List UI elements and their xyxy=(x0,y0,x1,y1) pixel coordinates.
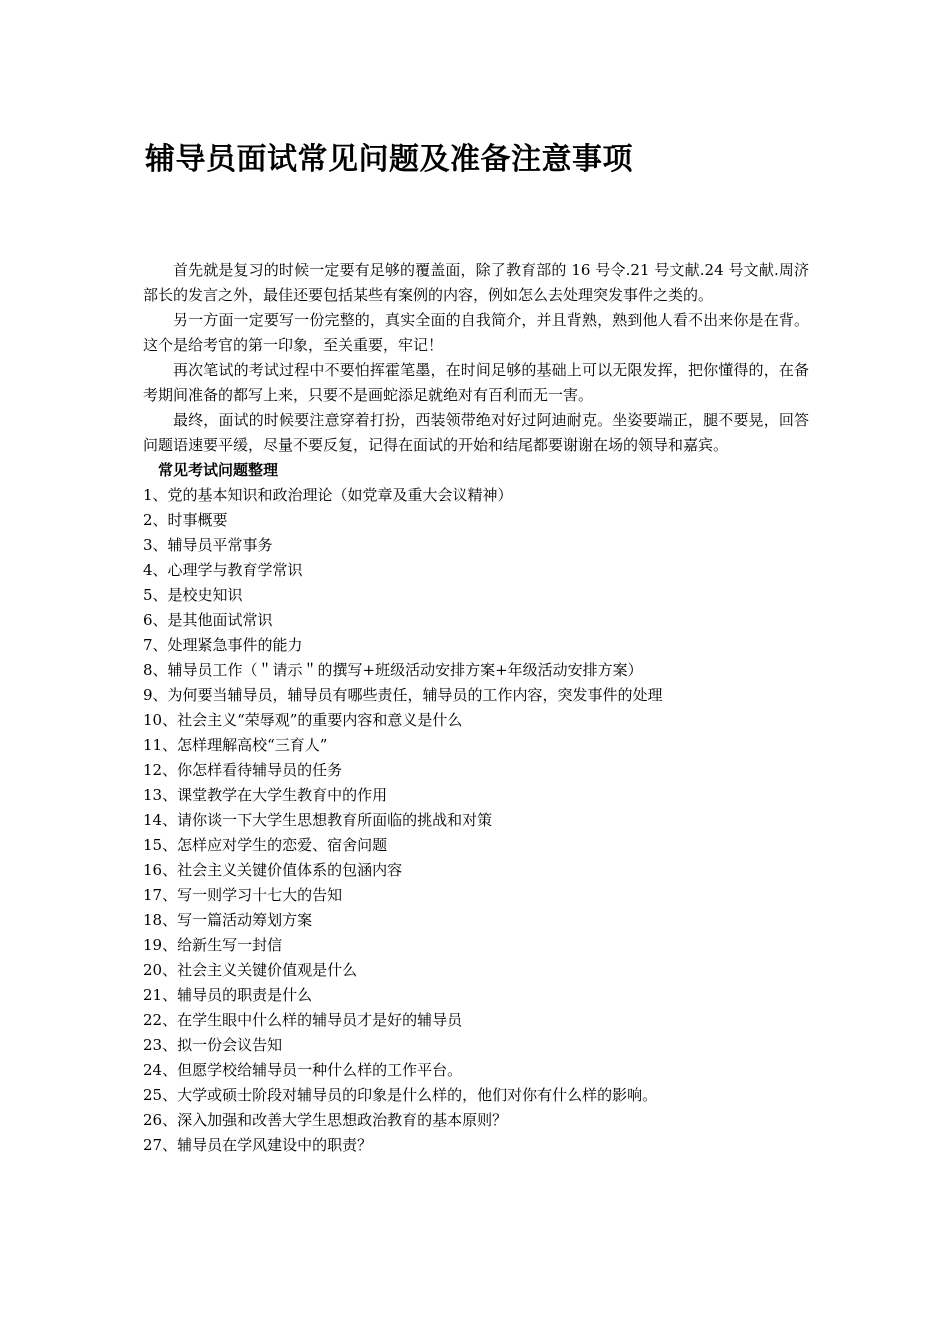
question-item: 17、写一则学习十七大的告知 xyxy=(143,886,343,904)
intro-paragraph-review: 首先就是复习的时候一定要有足够的覆盖面，除了教育部的 16 号令.21 号文献.24 号文献.周济部长的发言之外，最佳还要包括某些有案例的内容，例如怎么去处理突发事件之类的。 xyxy=(143,261,809,304)
intro-paragraph-self-introduction: 另一方面一定要写一份完整的，真实全面的自我简介，并且背熟，熟到他人看不出来你是在背。这个是给考官的第一印象，至关重要，牢记！ xyxy=(143,311,809,354)
document-body xyxy=(143,258,809,1158)
question-item: 10、社会主义“荣辱观”的重要内容和意义是什么 xyxy=(143,711,463,729)
question-item: 23、拟一份会议告知 xyxy=(143,1036,283,1054)
question-item: 22、在学生眼中什么样的辅导员才是好的辅导员 xyxy=(143,1011,463,1029)
question-item: 8、辅导员工作（＂请示＂的撰写+班级活动安排方案+年级活动安排方案） xyxy=(143,661,643,679)
question-item: 25、大学或硕士阶段对辅导员的印象是什么样的，他们对你有什么样的影响。 xyxy=(143,1086,658,1104)
question-item: 12、你怎样看待辅导员的任务 xyxy=(143,761,343,779)
question-item: 20、社会主义关键价值观是什么 xyxy=(143,961,358,979)
question-item: 21、辅导员的职责是什么 xyxy=(143,986,313,1004)
question-item: 13、课堂教学在大学生教育中的作用 xyxy=(143,786,388,804)
question-item: 7、处理紧急事件的能力 xyxy=(143,636,303,654)
question-item: 26、深入加强和改善大学生思想政治教育的基本原则？ xyxy=(143,1111,508,1129)
question-item: 2、时事概要 xyxy=(143,511,228,529)
question-item: 19、给新生写一封信 xyxy=(143,936,283,954)
question-item: 11、怎样理解高校“三育人” xyxy=(143,736,328,754)
question-item: 27、辅导员在学风建设中的职责？ xyxy=(143,1136,373,1154)
question-item: 4、心理学与教育学常识 xyxy=(143,561,303,579)
question-item: 3、辅导员平常事务 xyxy=(143,536,273,554)
question-item: 1、党的基本知识和政治理论（如党章及重大会议精神） xyxy=(143,486,513,504)
intro-paragraph-written-exam: 再次笔试的考试过程中不要怕挥霍笔墨，在时间足够的基础上可以无限发挥，把你懂得的，在备考期间准备的都写上来，只要不是画蛇添足就绝对有百利而无一害。 xyxy=(143,361,809,404)
question-item: 5、是校史知识 xyxy=(143,586,243,604)
document-title: 辅导员面试常见问题及准备注意事项 xyxy=(145,142,633,177)
section-heading-common-questions: 常见考试问题整理 xyxy=(158,461,279,479)
question-item: 14、请你谈一下大学生思想教育所面临的挑战和对策 xyxy=(143,811,493,829)
question-list xyxy=(143,483,809,1158)
question-item: 16、社会主义关键价值体系的包涵内容 xyxy=(143,861,403,879)
question-item: 18、写一篇活动筹划方案 xyxy=(143,911,313,929)
question-item: 9、为何要当辅导员，辅导员有哪些责任，辅导员的工作内容，突发事件的处理 xyxy=(143,686,663,704)
intro-paragraph-interview-manner: 最终，面试的时候要注意穿着打扮，西装领带绝对好过阿迪耐克。坐姿要端正，腿不要晃，回答问题语速要平缓，尽量不要反复，记得在面试的开始和结尾都要谢谢在场的领导和嘉宾。 xyxy=(143,411,809,454)
question-item: 15、怎样应对学生的恋爱、宿舍问题 xyxy=(143,836,388,854)
question-item: 24、但愿学校给辅导员一种什么样的工作平台。 xyxy=(143,1061,463,1079)
question-item: 6、是其他面试常识 xyxy=(143,611,273,629)
